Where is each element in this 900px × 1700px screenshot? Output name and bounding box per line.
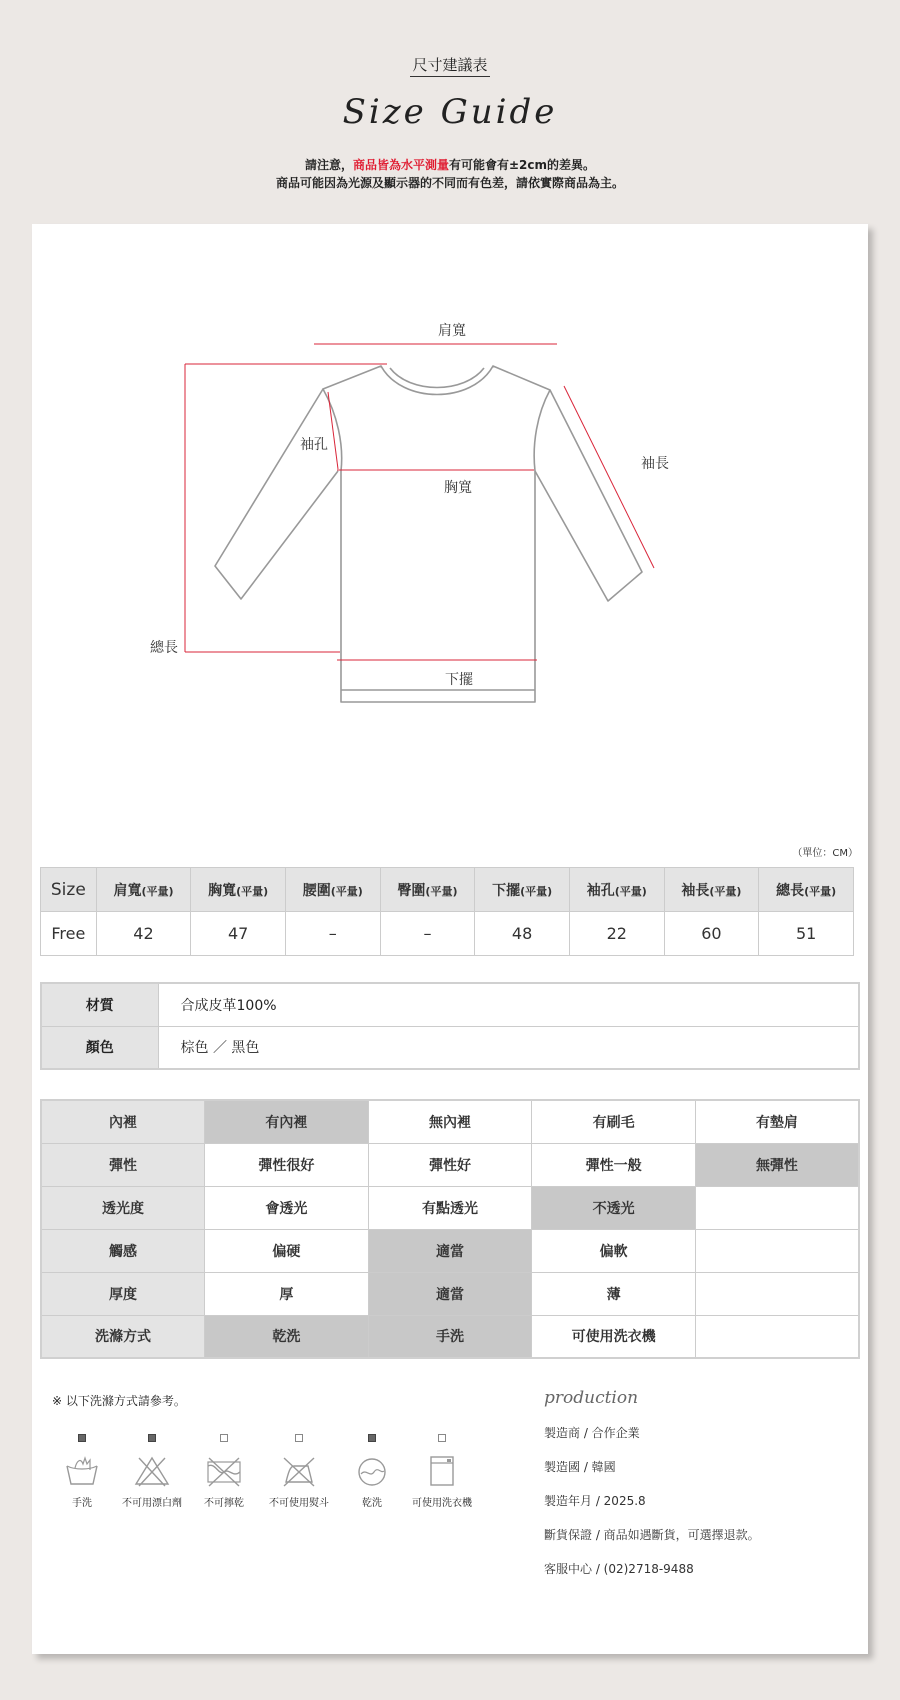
feature-option: 有墊肩 <box>695 1100 859 1143</box>
feature-option: 有內裡 <box>205 1100 369 1143</box>
care-checkbox <box>368 1434 376 1442</box>
header-cell: 臀圍(平量) <box>380 868 475 912</box>
feature-option: 彈性好 <box>368 1143 532 1186</box>
feature-label: 透光度 <box>41 1186 205 1229</box>
feature-option: 無彈性 <box>695 1143 859 1186</box>
feature-option: 偏硬 <box>205 1229 369 1272</box>
care-label: 乾洗 <box>362 1498 382 1509</box>
size-value: – <box>380 912 475 956</box>
size-header: Size <box>41 868 97 912</box>
header-cell: 下擺(平量) <box>475 868 570 912</box>
garment-diagram <box>32 224 868 844</box>
page-subtitle: 尺寸建議表 <box>0 54 900 75</box>
size-row-free <box>41 912 854 956</box>
care-checkbox <box>148 1434 156 1442</box>
sleeve-label: 袖長 <box>641 456 669 472</box>
care-label: 不可擰乾 <box>204 1498 244 1509</box>
color-label: 顏色 <box>41 1026 158 1069</box>
care-checkbox <box>295 1434 303 1442</box>
feature-row <box>41 1100 859 1143</box>
feature-option: 彈性一般 <box>532 1143 696 1186</box>
size-guide-card <box>32 224 868 1654</box>
production-date: 製造年月 / 2025.8 <box>544 1494 646 1508</box>
no-wring-icon <box>205 1454 243 1488</box>
care-checkbox <box>220 1434 228 1442</box>
production-title: production <box>544 1388 639 1408</box>
feature-table <box>40 1099 860 1359</box>
size-value: – <box>285 912 380 956</box>
length-label: 總長 <box>150 640 178 656</box>
feature-label: 彈性 <box>41 1143 205 1186</box>
production-country: 製造國 / 韓國 <box>544 1460 616 1474</box>
color-value: 棕色 ／ 黑色 <box>158 1026 859 1069</box>
feature-option <box>695 1315 859 1358</box>
notice-highlight: 商品皆為水平測量 <box>352 158 449 172</box>
feature-row <box>41 1315 859 1358</box>
care-checkbox <box>438 1434 446 1442</box>
feature-row <box>41 1272 859 1315</box>
size-value: 42 <box>96 912 191 956</box>
feature-row <box>41 1143 859 1186</box>
dry-clean-icon <box>353 1454 391 1488</box>
material-value: 合成皮革100% <box>158 983 859 1026</box>
production-guarantee: 斷貨保證 / 商品如遇斷貨，可選擇退款。 <box>544 1528 760 1542</box>
material-table <box>40 982 860 1070</box>
header-cell: 袖孔(平量) <box>569 868 664 912</box>
feature-row <box>41 1186 859 1229</box>
size-table <box>40 867 854 956</box>
chest-label: 胸寬 <box>444 480 472 496</box>
feature-option: 彈性很好 <box>205 1143 369 1186</box>
care-label: 手洗 <box>72 1498 92 1509</box>
care-label: 可使用洗衣機 <box>412 1498 472 1509</box>
measurement-notice: 請注意，商品皆為水平測量有可能會有±2cm的差異。 商品可能因為光源及顯示器的不同而有色差，請依實際商品為主。 <box>275 158 624 190</box>
care-item <box>42 1434 122 1509</box>
feature-option: 適當 <box>368 1272 532 1315</box>
care-item <box>184 1434 264 1509</box>
hem-label: 下擺 <box>445 672 473 688</box>
header-cell: 總長(平量) <box>759 868 854 912</box>
production-service: 客服中心 / (02)2718-9488 <box>544 1562 694 1576</box>
material-row <box>41 983 859 1026</box>
color-row <box>41 1026 859 1069</box>
feature-option: 薄 <box>532 1272 696 1315</box>
size-value: 60 <box>664 912 759 956</box>
feature-option: 不透光 <box>532 1186 696 1229</box>
care-item <box>112 1434 192 1509</box>
armhole-label: 袖孔 <box>300 437 328 453</box>
feature-label: 厚度 <box>41 1272 205 1315</box>
feature-option: 偏軟 <box>532 1229 696 1272</box>
care-label: 不可用漂白劑 <box>122 1498 182 1509</box>
header-cell: 肩寬(平量) <box>96 868 191 912</box>
care-checkbox <box>78 1434 86 1442</box>
header-cell: 胸寬(平量) <box>191 868 286 912</box>
feature-option: 有刷毛 <box>532 1100 696 1143</box>
care-label: 不可使用熨斗 <box>269 1498 329 1509</box>
shoulder-label: 肩寬 <box>438 323 466 339</box>
feature-option: 適當 <box>368 1229 532 1272</box>
unit-label: （單位：CM） <box>792 848 858 859</box>
feature-option <box>695 1186 859 1229</box>
size-value: 51 <box>759 912 854 956</box>
no-bleach-icon <box>133 1454 171 1488</box>
header-cell: 腰圍(平量) <box>285 868 380 912</box>
production-maker: 製造商 / 合作企業 <box>544 1426 640 1440</box>
no-iron-icon <box>280 1454 318 1488</box>
feature-label: 內裡 <box>41 1100 205 1143</box>
hand-wash-icon <box>63 1454 101 1488</box>
size-value: 22 <box>569 912 664 956</box>
feature-row <box>41 1229 859 1272</box>
feature-option: 有點透光 <box>368 1186 532 1229</box>
size-table-header <box>41 868 854 912</box>
care-item <box>332 1434 412 1509</box>
machine-wash-icon <box>423 1454 461 1488</box>
size-name: Free <box>41 912 97 956</box>
care-item <box>402 1434 482 1509</box>
page-title: Size Guide <box>342 92 558 132</box>
feature-label: 觸感 <box>41 1229 205 1272</box>
material-label: 材質 <box>41 983 158 1026</box>
feature-option <box>695 1229 859 1272</box>
feature-option: 手洗 <box>368 1315 532 1358</box>
care-note: ※ 以下洗滌方式請參考。 <box>52 1394 186 1408</box>
feature-option: 厚 <box>205 1272 369 1315</box>
size-value: 48 <box>475 912 570 956</box>
feature-label: 洗滌方式 <box>41 1315 205 1358</box>
feature-option: 會透光 <box>205 1186 369 1229</box>
care-item <box>259 1434 339 1509</box>
size-value: 47 <box>191 912 286 956</box>
feature-option <box>695 1272 859 1315</box>
feature-option: 乾洗 <box>205 1315 369 1358</box>
feature-option: 可使用洗衣機 <box>532 1315 696 1358</box>
feature-option: 無內裡 <box>368 1100 532 1143</box>
header-cell: 袖長(平量) <box>664 868 759 912</box>
